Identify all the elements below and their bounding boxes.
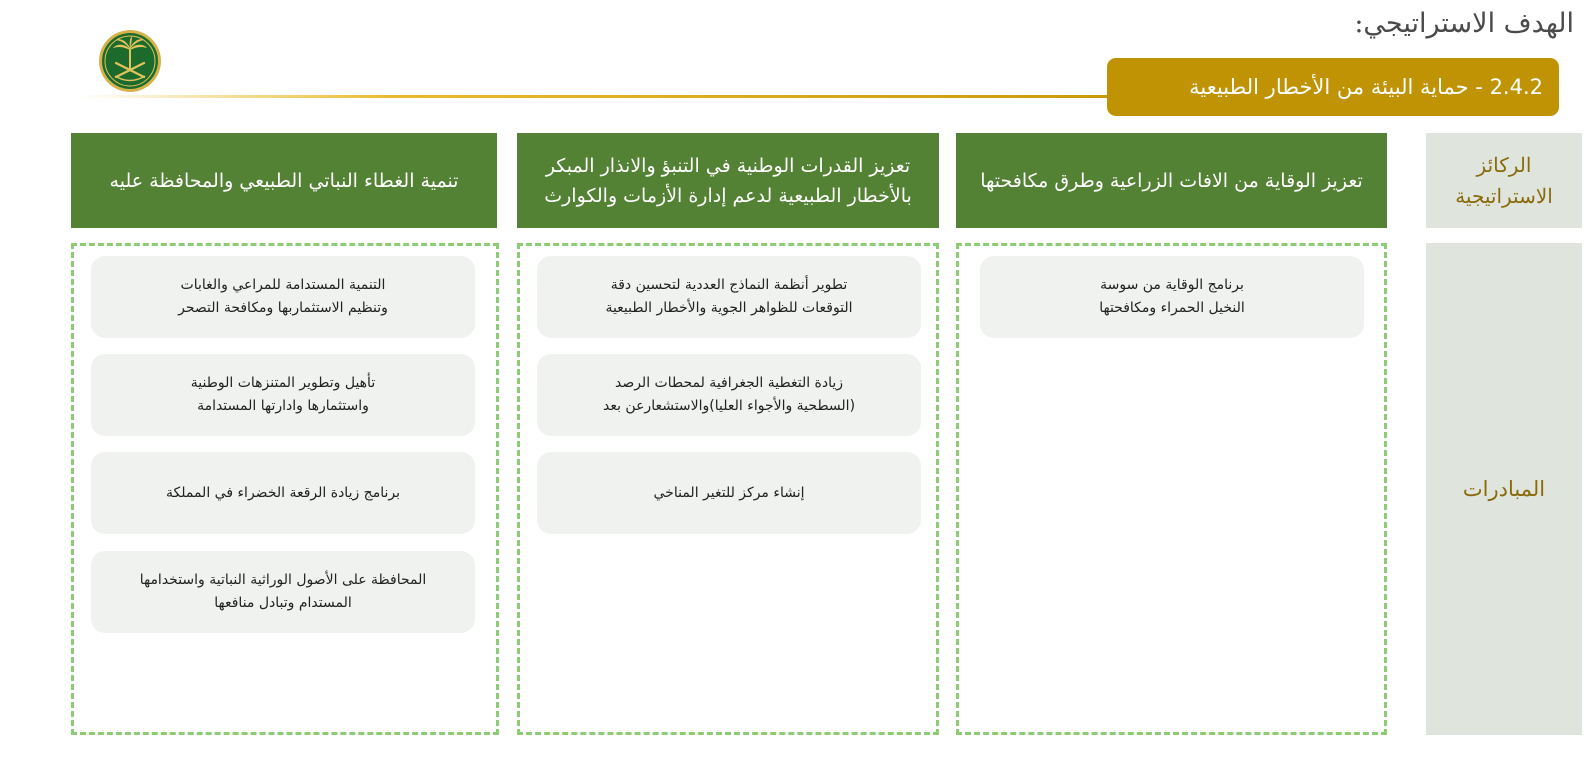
initiatives-row-label xyxy=(1426,243,1582,735)
initiative-card: تطوير أنظمة النماذج العددية لتحسين دقة التوقعات للظواهر الجوية والأخطار الطبيعية xyxy=(537,256,921,338)
pillar-header-early-warning xyxy=(517,133,939,228)
pillars-row-label-text: الركائز الاستراتيجية xyxy=(1455,152,1553,208)
palm-and-swords-emblem-icon xyxy=(98,29,162,93)
initiative-card: تأهيل وتطوير المتنزهات الوطنية واستثمارها وادارتها المستدامة xyxy=(91,354,475,436)
initiative-card: التنمية المستدامة للمراعي والغابات وتنظيم الاستثماربها ومكافحة التصحر xyxy=(91,256,475,338)
goal-title: الهدف الاستراتيجي: xyxy=(1354,8,1574,39)
initiative-card: برنامج الوقاية من سوسة النخيل الحمراء ومكافحتها xyxy=(980,256,1364,338)
pillar-title: تنمية الغطاء النباتي الطبيعي والمحافظة عليه xyxy=(109,169,459,192)
initiative-card: برنامج زيادة الرقعة الخضراء في المملكة xyxy=(91,452,475,534)
pillar-header-pest-prevention xyxy=(956,133,1387,228)
initiatives-column-vegetation-cover xyxy=(71,243,499,735)
initiatives-column-pest-prevention xyxy=(956,243,1387,735)
objective-title: 2.4.2 - حماية البيئة من الأخطار الطبيعية xyxy=(1189,75,1543,99)
initiatives-column-early-warning xyxy=(517,243,939,735)
initiative-card: زيادة التغطية الجغرافية لمحطات الرصد (السطحية والأجواء العليا)والاستشعارعن بعد xyxy=(537,354,921,436)
initiatives-row-label-text: المبادرات xyxy=(1462,477,1546,501)
initiative-card: المحافظة على الأصول الوراثية النباتية واستخدامها المستدام وتبادل منافعها xyxy=(91,551,475,633)
initiative-card: إنشاء مركز للتغير المناخي xyxy=(537,452,921,534)
header-divider xyxy=(78,95,1118,98)
pillars-row-label xyxy=(1426,133,1582,228)
objective-banner xyxy=(1107,58,1559,116)
pillar-title: تعزيز القدرات الوطنية في التنبؤ والانذار المبكر بالأخطار الطبيعية لدعم إدارة الأزمات والكوارث xyxy=(544,154,912,207)
pillar-title: تعزيز الوقاية من الافات الزراعية وطرق مكافحتها xyxy=(980,169,1363,192)
pillar-header-vegetation-cover xyxy=(71,133,497,228)
